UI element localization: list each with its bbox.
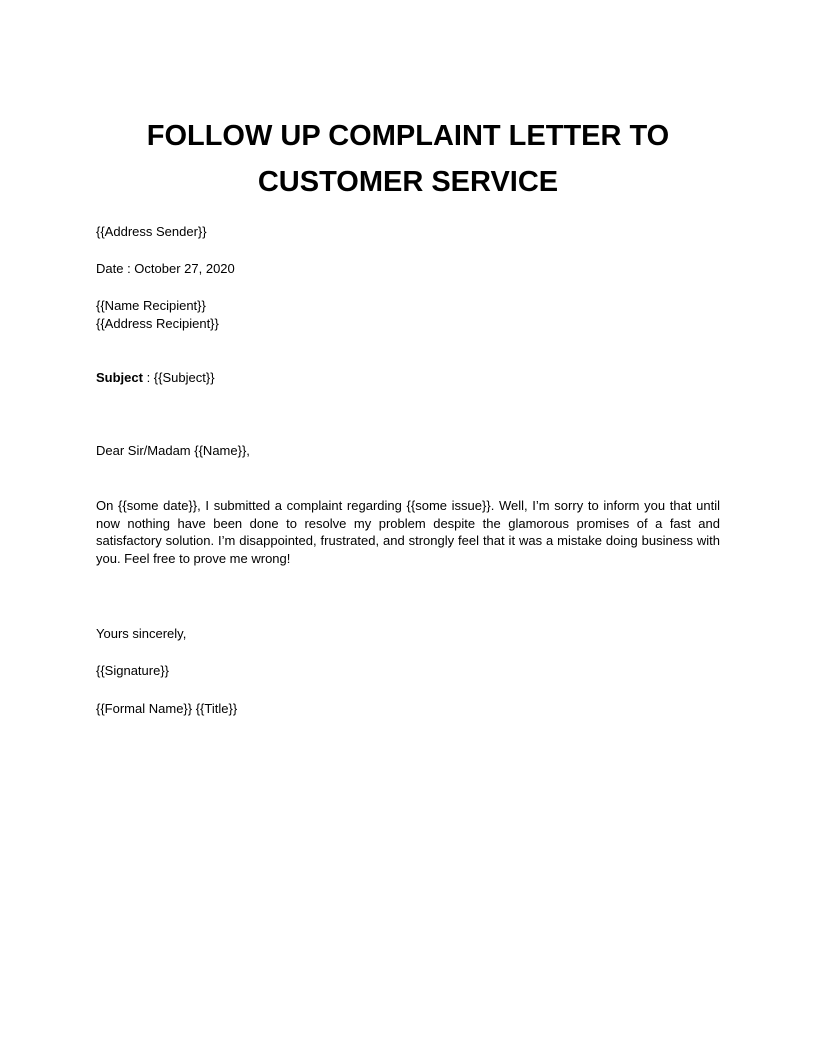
formal-name-title: {{Formal Name}} {{Title}}: [96, 701, 238, 716]
signature: {{Signature}}: [96, 663, 170, 678]
date-line: Date : October 27, 2020: [96, 261, 235, 276]
name-recipient: {{Name Recipient}}: [96, 298, 206, 313]
address-recipient: {{Address Recipient}}: [96, 316, 219, 331]
closing: Yours sincerely,: [96, 626, 187, 641]
document-title: [96, 113, 720, 205]
title-line-2: CUSTOMER SERVICE: [257, 166, 559, 198]
subject-value: : {{Subject}}: [142, 370, 215, 385]
address-sender: {{Address Sender}}: [96, 224, 207, 239]
salutation: Dear Sir/Madam {{Name}},: [96, 443, 250, 458]
body-paragraph: On {{some date}}, I submitted a complaint regarding {{some issue}}. Well, I’m sorry to inform you that until now nothing have been done to resolve my problem despite the glamorous promises of a fast and satisfactory solution. I’m disappointed, frustrated, and strongly feel that it was a mistake doing business with you. Feel free to prove me wrong!: [96, 498, 720, 566]
subject-line: [96, 369, 215, 387]
subject-label: Subject: [96, 370, 143, 385]
title-line-1: FOLLOW UP COMPLAINT LETTER TO: [146, 120, 670, 152]
